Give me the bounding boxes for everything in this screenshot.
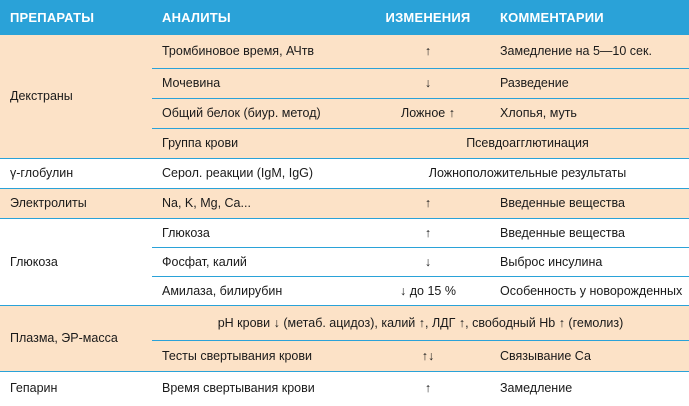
drug-cell-heparin: Гепарин [0, 371, 152, 405]
analyte-cell: Na, K, Mg, Ca... [152, 188, 366, 218]
table-row [0, 158, 689, 188]
comment-cell: Введенные вещества [490, 218, 689, 247]
merged-cell: Ложноположительные результаты [366, 158, 689, 188]
comment-cell: Выброс инсулина [490, 247, 689, 276]
change-cell: ↓ [366, 247, 490, 276]
comment-cell: Связывание Са [490, 340, 689, 371]
analyte-cell: Тесты свертывания крови [152, 340, 366, 371]
comment-cell: Особенность у новорожденных [490, 276, 689, 305]
table-row [0, 371, 689, 405]
drug-cell-dextrans: Декстраны [0, 35, 152, 158]
comment-cell: Введенные вещества [490, 188, 689, 218]
change-cell: ↑ [366, 188, 490, 218]
header-analytes: АНАЛИТЫ [152, 0, 366, 35]
analyte-cell: Серол. реакции (IgM, IgG) [152, 158, 366, 188]
table-row [0, 218, 689, 247]
analyte-cell: Фосфат, калий [152, 247, 366, 276]
change-cell: ↓ до 15 % [366, 276, 490, 305]
drug-cell-glucose: Глюкоза [0, 218, 152, 305]
change-cell: ↑↓ [366, 340, 490, 371]
header-comments: КОММЕНТАРИИ [490, 0, 689, 35]
table-row [0, 305, 689, 340]
merged-cell: pH крови ↓ (метаб. ацидоз), калий ↑, ЛДГ ↑, свободный Hb ↑ (гемолиз) [152, 305, 689, 340]
drug-cell-electrolytes: Электролиты [0, 188, 152, 218]
table-row [0, 188, 689, 218]
analyte-cell: Время свертывания крови [152, 371, 366, 405]
drug-cell-gamma-globulin: γ-глобулин [0, 158, 152, 188]
analyte-cell: Амилаза, билирубин [152, 276, 366, 305]
analyte-cell: Мочевина [152, 68, 366, 98]
analyte-cell: Глюкоза [152, 218, 366, 247]
comment-cell: Хлопья, муть [490, 98, 689, 128]
header-drugs: ПРЕПАРАТЫ [0, 0, 152, 35]
comment-cell: Замедление [490, 371, 689, 405]
drug-cell-plasma: Плазма, ЭР-масса [0, 305, 152, 371]
change-cell: Ложное ↑ [366, 98, 490, 128]
header-changes: ИЗМЕНЕНИЯ [366, 0, 490, 35]
change-cell: ↑ [366, 371, 490, 405]
merged-cell: Псевдоагглютинация [366, 128, 689, 158]
comment-cell: Разведение [490, 68, 689, 98]
analyte-cell: Тромбиновое время, АЧтв [152, 35, 366, 68]
header-row [0, 0, 689, 35]
analyte-cell: Группа крови [152, 128, 366, 158]
analyte-cell: Общий белок (биур. метод) [152, 98, 366, 128]
change-cell: ↓ [366, 68, 490, 98]
comment-cell: Замедление на 5—10 сек. [490, 35, 689, 68]
change-cell: ↑ [366, 35, 490, 68]
change-cell: ↑ [366, 218, 490, 247]
table-row [0, 35, 689, 68]
